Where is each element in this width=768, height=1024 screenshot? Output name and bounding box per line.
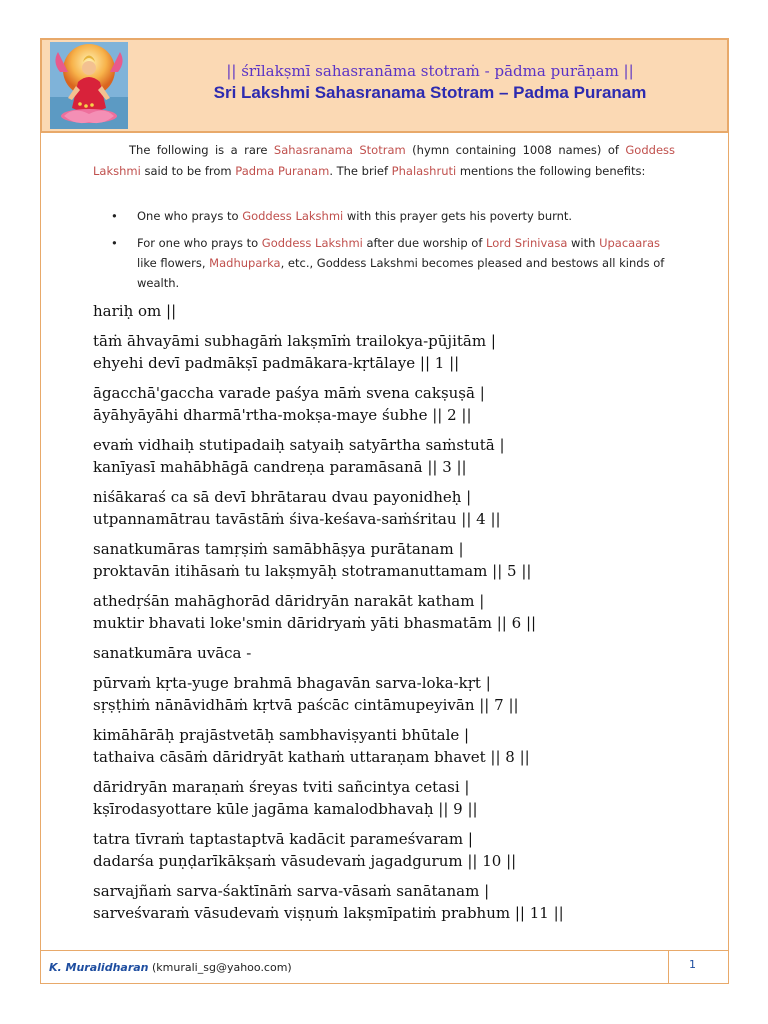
- verse: [93, 590, 693, 634]
- list-item: • One who prays to Goddess Lakshmi with this prayer gets his poverty burnt.: [93, 206, 675, 226]
- verse: [93, 776, 693, 820]
- verse-line: athedṛśān mahāghorād dāridryān narakāt katham |: [93, 592, 485, 610]
- page-number: 1: [689, 958, 696, 971]
- intro-paragraph: The following is a rare Sahasranama Stotram (hymn containing 1008 names) of Goddess Lakshmi said to be from Padma Puranam. The brief Phalashruti mentions the following benefits:: [93, 143, 675, 178]
- verse-line: sarveśvaraṁ vāsudevaṁ viṣṇuṁ lakṣmīpatiṁ prabhum || 11 ||: [93, 904, 564, 922]
- verse-line: dāridryān maraṇaṁ śreyas tviti sañcintya cetasi |: [93, 778, 470, 796]
- highlight-term: Goddess Lakshmi: [93, 143, 675, 178]
- verse-line: pūrvaṁ kṛta-yuge brahmā bhagavān sarva-loka-kṛt |: [93, 674, 491, 692]
- verse: [93, 538, 693, 582]
- title-english: Sri Lakshmi Sahasranama Stotram – Padma Puranam: [213, 83, 647, 102]
- author-email: (kmurali_sg@yahoo.com): [148, 961, 292, 974]
- verse-line: tāṁ āhvayāmi subhagāṁ lakṣmīṁ trailokya-pūjitām |: [93, 332, 496, 350]
- verse: [93, 672, 693, 716]
- verse-line: muktir bhavati loke'smin dāridryaṁ yāti bhasmatām || 6 ||: [93, 614, 537, 632]
- verse: [93, 382, 693, 426]
- verse-line: tatra tīvraṁ taptastaptvā kadācit parameśvaram |: [93, 830, 473, 848]
- author-name: K. Muralidharan: [49, 961, 149, 974]
- goddess-lakshmi-image: [50, 42, 128, 129]
- bullet-icon: •: [111, 236, 118, 250]
- verse: [93, 642, 693, 664]
- verse-line: dadarśa puṇḍarīkākṣaṁ vāsudevaṁ jagadgurum || 10 ||: [93, 852, 517, 870]
- verse: [93, 880, 693, 924]
- verse: [93, 724, 693, 768]
- verse-line: hariḥ om ||: [93, 302, 177, 320]
- footer: [40, 950, 729, 984]
- verse-line: sanatkumāras tamṛṣiṁ samābhāṣya purātanam |: [93, 540, 464, 558]
- document-header: [40, 38, 729, 133]
- verse: [93, 486, 693, 530]
- footer-divider: [668, 951, 669, 983]
- verse-line: niśākaraś ca sā devī bhrātarau dvau payonidheḥ |: [93, 488, 472, 506]
- list-item: • For one who prays to Goddess Lakshmi after due worship of Lord Srinivasa with Upacaaras like flowers, Madhuparka, etc., Goddess Lakshmi becomes pleased and bestows all kinds of wealth.: [93, 233, 675, 293]
- verse-section: [93, 300, 693, 932]
- verse-line: sarvajñaṁ sarva-śaktīnāṁ sarva-vāsaṁ sanātanam |: [93, 882, 490, 900]
- verse-line: utpannamātrau tavāstāṁ śiva-keśava-saṁśritau || 4 ||: [93, 510, 501, 528]
- highlight-term: Sahasranama Stotram: [273, 143, 406, 157]
- verse-line: kimāhārāḥ prajāstvetāḥ sambhaviṣyanti bhūtale |: [93, 726, 470, 744]
- verse-line: kṣīrodasyottare kūle jagāma kamalodbhavaḥ || 9 ||: [93, 800, 478, 818]
- title-transliteration: || śrīlakṣmī sahasranāma stotraṁ - pādma purāṇam ||: [226, 62, 634, 80]
- highlight-term: Padma Puranam: [235, 164, 330, 178]
- verse-line: āyāhyāyāhi dharmā'rtha-mokṣa-maye śubhe || 2 ||: [93, 406, 472, 424]
- verse-line: āgacchā'gaccha varade paśya māṁ svena cakṣuṣā |: [93, 384, 485, 402]
- verse-line: sanatkumāra uvāca -: [93, 644, 252, 662]
- verse-line: proktavān itihāsaṁ tu lakṣmyāḥ stotramanuttamam || 5 ||: [93, 562, 532, 580]
- verse-line: tathaiva cāsāṁ dāridryāt kathaṁ uttaraṇam bhavet || 8 ||: [93, 748, 530, 766]
- verse: [93, 330, 693, 374]
- author-credit: [49, 961, 292, 974]
- verse-line: sṛṣṭhiṁ nānāvidhāṁ kṛtvā paścāc cintāmupeyivān || 7 ||: [93, 696, 519, 714]
- verse: [93, 828, 693, 872]
- verse-line: ehyehi devī padmākṣī padmākara-kṛtālaye || 1 ||: [93, 354, 460, 372]
- benefits-list: [93, 206, 675, 300]
- verse: [93, 434, 693, 478]
- highlight-term: Phalashruti: [391, 164, 457, 178]
- bullet-icon: •: [111, 209, 118, 223]
- verse-line: evaṁ vidhaiḥ stutipadaiḥ satyaiḥ satyārtha saṁstutā |: [93, 436, 505, 454]
- verse-line: kanīyasī mahābhāgā candreṇa paramāsanā || 3 ||: [93, 458, 467, 476]
- verse: [93, 300, 693, 322]
